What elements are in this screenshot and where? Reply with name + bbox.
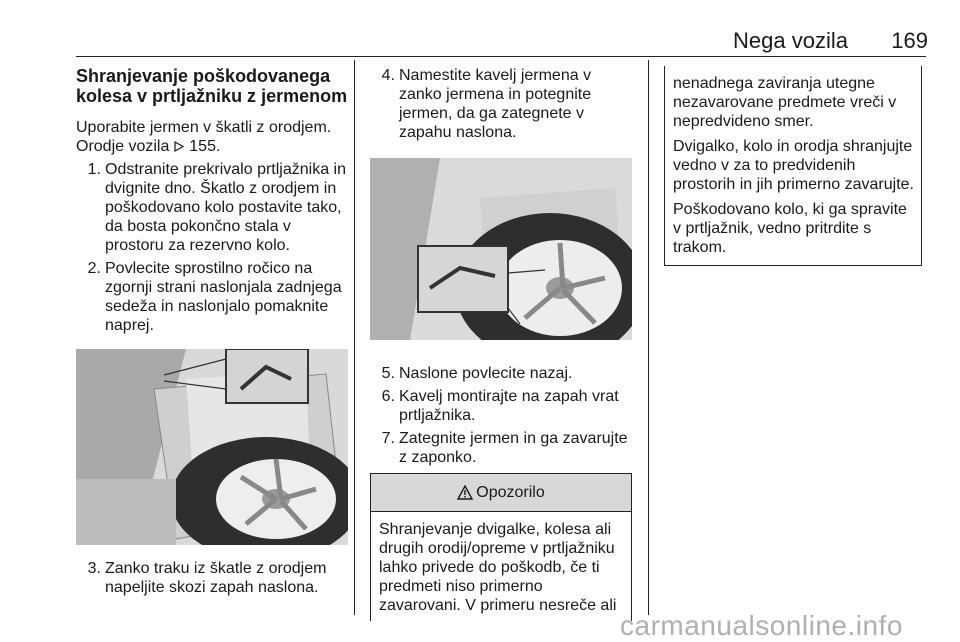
steps-list-2b (370, 364, 632, 467)
page-header (0, 24, 960, 54)
warning-continuation-box (664, 66, 922, 266)
column-2 (370, 66, 632, 621)
column-3 (664, 66, 922, 266)
section-heading (76, 66, 348, 106)
intro-paragraph (76, 118, 348, 156)
warning-triangle-icon (457, 485, 473, 500)
step-item (370, 429, 632, 467)
page-number: 169 (891, 28, 928, 53)
column-1 (76, 66, 348, 601)
step-item (370, 387, 632, 425)
step-item (370, 364, 632, 383)
intro-line-1: Uporabite jermen v škatli z orodjem. (76, 119, 332, 136)
seat-latch-illustration (76, 349, 348, 545)
step-item (370, 66, 632, 142)
warning-strap-text: Poškodovano kolo, ki ga spravite v prtljažnik, vedno pritrdite s trakom. (673, 201, 907, 256)
step-number: 3. (87, 560, 101, 577)
step-text: Odstranite prekrivalo prtljažnika in dvignite dno. Škatlo z orodjem in poškodovano kolo postavite tako, da bosta pokončno stala v prostoru za rezervno kolo. (105, 161, 346, 254)
step-text: Naslone povlecite nazaj. (399, 365, 573, 382)
column-divider-2 (648, 60, 649, 615)
step-text: Namestite kavelj jermena v zanko jermena in potegnite jermen, da ga zategnete v zapahu naslona. (399, 67, 592, 141)
step-number: 5. (381, 365, 395, 382)
step-text: Zategnite jermen in ga zavarujte z zaponko. (399, 430, 628, 466)
warning-continuation-text: nenadnega zaviranja utegne nezavarovane predmete vreči v nepredvideno smer. (673, 75, 897, 130)
step-item (76, 559, 348, 597)
arrow-ref-icon (174, 141, 185, 152)
step-number: 4. (381, 67, 395, 84)
step-text: Kavelj montirajte na zapah vrat prtljažnika. (399, 388, 619, 424)
warning-title: Opozorilo (476, 484, 545, 501)
step-number: 6. (381, 388, 395, 405)
step-number: 1. (87, 161, 101, 178)
warning-body: Shranjevanje dvigalke, kolesa ali drugih orodij/opreme v prtljažniku lahko privede do poškodb, če ti predmeti niso primerno zavarovani. V primeru nesreče ali (379, 521, 617, 614)
warning-box (370, 473, 632, 621)
step-item (76, 259, 348, 335)
step-text: Povlecite sprostilno ročico na zgornji strani naslonjala zadnjega sedeža in naslonjalo pomaknite naprej. (105, 260, 342, 334)
strap-hook-illustration (370, 158, 632, 340)
watermark-text: carmanualsonline.info (620, 610, 903, 641)
heading-line-1: Shranjevanje poškodovanega (76, 66, 331, 86)
page-reference-link[interactable]: 155. (189, 138, 221, 155)
step-text: Zanko traku iz škatle z orodjem napeljite skozi zapah naslona. (105, 560, 327, 596)
step-number: 7. (381, 430, 395, 447)
heading-line-2: kolesa v prtljažniku z jermenom (76, 86, 348, 106)
step-item (76, 160, 348, 255)
header-rule (76, 56, 926, 57)
intro-line-2: Orodje vozila (76, 138, 170, 155)
warning-header (371, 474, 631, 512)
step-number: 2. (87, 260, 101, 277)
steps-list-2a (370, 66, 632, 142)
steps-list-1b (76, 559, 348, 597)
column-divider-1 (354, 60, 355, 615)
steps-list-1 (76, 160, 348, 335)
section-title: Nega vozila (733, 28, 848, 53)
warning-storage-text: Dvigalko, kolo in orodja shranjujte vedno v za to predvidenih prostorih in jih primerno zavarujte. (673, 138, 914, 193)
